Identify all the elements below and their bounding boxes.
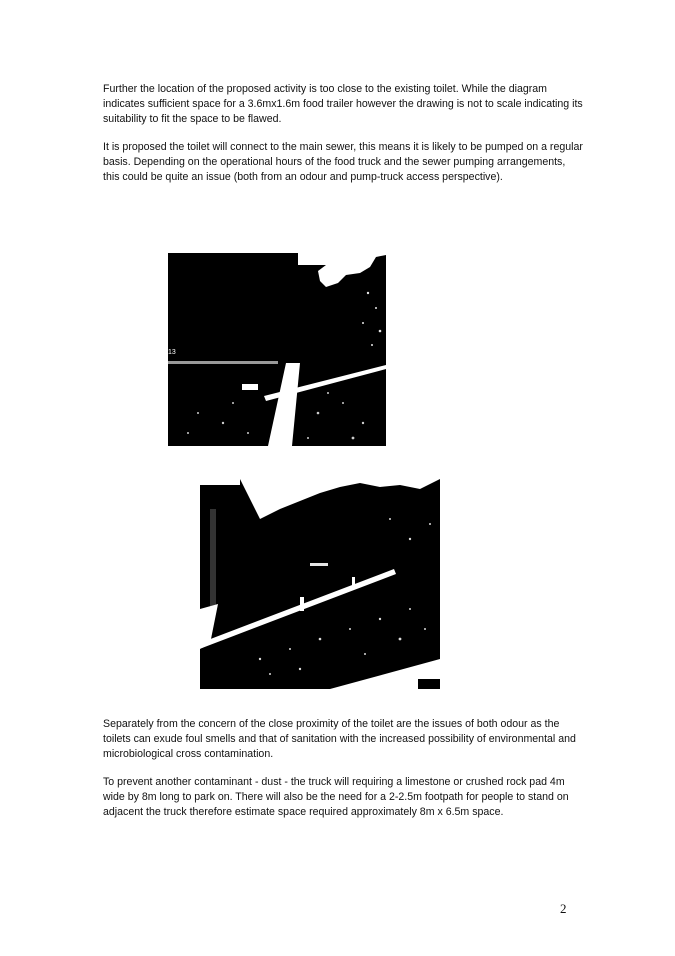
page-number: 2 bbox=[560, 901, 567, 916]
paragraph-odour-sanitation: Separately from the concern of the close proximity of the toilet are the issues of both odour as the toilets can exude foul smells and that of sanitation with the increased possibility of environmental and microbiological cross contamination. bbox=[103, 718, 576, 760]
photo-toilet-block-side bbox=[200, 479, 440, 689]
wall-sign-text: 13 bbox=[168, 349, 176, 356]
paragraph-dust-footpath: To prevent another contaminant - dust - the truck will requiring a limestone or crushed rock pad 4m wide by 8m long to park on. There will also be the need for a 2-2.5m footpath for people to stand on adjacent the truck therefore estimate space required approximately 8m x 6.5m space. bbox=[103, 776, 569, 818]
paragraph-location-concern: Further the location of the proposed activity is too close to the existing toilet. While the diagram indicates sufficient space for a 3.6mx1.6m food trailer however the drawing is not to scale indicating its suitability to fit the space to be flawed. bbox=[103, 83, 583, 125]
paragraph-sewer-connection: It is proposed the toilet will connect to the main sewer, this means it is likely to be pumped on a regular basis. Depending on the operational hours of the food truck and the sewer pumping arrangements, this could be quite an issue (both from an odour and pump-truck access perspective). bbox=[103, 141, 583, 183]
photo-toilet-block-front bbox=[168, 253, 386, 446]
